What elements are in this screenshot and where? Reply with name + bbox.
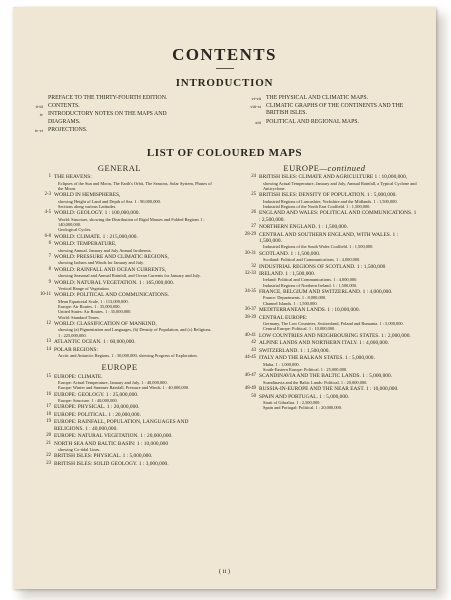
intro-text: PROJECTIONS. — [48, 126, 88, 133]
map-entry-body — [54, 404, 212, 410]
map-subtitle: Europe: Actual Temperature, January and July. 1 : 40,000,000. — [58, 379, 168, 385]
map-page-number: 25 — [251, 192, 256, 198]
map-subtitle: Scotland: Political and Communications. 1 : 4,000,000. — [263, 257, 361, 263]
intro-page-ref: ii-iii — [35, 104, 43, 110]
map-page-number: 23 — [46, 460, 51, 466]
map-entry — [27, 461, 212, 467]
map-page-number: 19 — [46, 419, 51, 425]
map-subtitle: Ireland: Political and Communications. 1 : 4,000,000. — [263, 277, 358, 283]
map-title: RUSSIA-IN-EUROPE AND THE NEAR EAST. 1 : 10,000,000. — [259, 386, 399, 393]
introduction-right-column — [243, 95, 418, 127]
map-page-number: 38-39 — [244, 314, 256, 320]
map-entry — [232, 394, 417, 411]
map-entry — [27, 292, 212, 319]
map-entry — [232, 192, 417, 209]
map-entry — [27, 441, 212, 453]
map-subtitle: Malta. 1 : 1,000,000. — [263, 361, 300, 367]
map-entry — [232, 289, 417, 306]
map-title: WORLD: PRESSURE AND CLIMATIC REGIONS, — [54, 254, 169, 261]
map-entry-body — [54, 374, 212, 391]
map-entry — [232, 355, 417, 372]
intro-page-ref: viii-xi — [250, 104, 261, 110]
map-entry — [27, 234, 212, 240]
map-title: EUROPE: RAINFALL, POPULATION, LANGUAGES AND RELIGIONS. 1 : 40,000,000. — [54, 419, 189, 432]
map-entry — [232, 340, 417, 346]
intro-page-ref: iv-vi — [34, 127, 43, 133]
map-title: NORTH SEA AND BALTIC BASIN: 1 : 10,000,000 — [54, 440, 169, 447]
map-title: ITALY AND THE BALKAN STATES. 1 : 5,000,000. — [259, 355, 375, 362]
map-entry — [27, 241, 212, 253]
map-entry-body — [54, 419, 212, 432]
map-entry — [27, 210, 212, 232]
map-entry-body — [259, 224, 417, 230]
map-entry-body — [259, 340, 417, 346]
map-entry-body — [54, 280, 212, 292]
map-page-number: 9 — [48, 279, 51, 285]
map-entry — [232, 271, 417, 288]
map-title: CENTRAL AND SOUTHERN ENGLAND, WITH WALES. 1 : 1,500,000. — [259, 231, 398, 245]
map-subtitle: showing Seasonal and Annual Rainfall, and Ocean Currents for January and July. — [58, 273, 201, 279]
general-heading: GENERAL — [97, 163, 142, 173]
map-page-number: 21 — [46, 440, 51, 446]
map-entry-body — [259, 210, 417, 223]
map-entry — [27, 267, 212, 279]
map-entry-body — [54, 461, 212, 467]
map-subtitle: Geological Cycles. — [58, 227, 92, 233]
europe-continued-heading-text: EUROPE — [283, 163, 320, 173]
intro-page-ref — [25, 95, 48, 102]
map-subtitle: France: Departments. 1 : 8,000,000. — [263, 295, 327, 301]
map-entry — [232, 348, 417, 354]
map-entry-body — [54, 433, 212, 439]
intro-page-ref: vi-vii — [251, 96, 261, 101]
map-entry — [27, 453, 212, 459]
map-subtitle: Europe: Structure. 1 : 40,000,000. — [58, 397, 118, 403]
map-entry-body — [54, 192, 212, 209]
general-list — [27, 174, 212, 358]
intro-row — [243, 103, 418, 117]
intro-row — [243, 119, 418, 126]
map-entry-body — [54, 267, 212, 279]
map-subtitle: showing Isobars and Winds for January and July. — [58, 260, 145, 266]
map-entry — [27, 419, 212, 432]
map-title: WORLD: RAINFALL AND OCEAN CURRENTS, — [54, 266, 167, 273]
intro-text: CONTENTS. — [48, 103, 80, 110]
map-page-number: 2-3 — [44, 192, 51, 198]
map-subtitle: showing (a) Pigmentation and Languages, (b) Density of Population, and (c) Religions. 1 : 225,000,000. — [58, 327, 212, 338]
intro-row — [25, 103, 200, 110]
intro-row — [25, 95, 200, 102]
map-entry-body — [259, 192, 417, 209]
map-entry — [232, 264, 417, 270]
map-title: FRANCE, BELGIUM AND SWITZERLAND. 1 : 4,000,000. — [259, 289, 393, 296]
europe-continued-list — [232, 174, 417, 410]
europe-list — [27, 374, 212, 468]
map-page-number: 6-8 — [44, 233, 51, 239]
map-entry-body — [54, 392, 212, 404]
map-page-number: 32-33 — [244, 271, 256, 277]
intro-row — [243, 95, 418, 102]
europe-heading: EUROPE — [101, 362, 138, 373]
introduction-left-column — [25, 95, 200, 135]
map-entry-body — [54, 254, 212, 266]
map-subtitle: Industrial Regions of Lancashire, Yorkshire and the Midlands. 1 : 1,500,000. — [263, 198, 398, 204]
intro-page-ref: iv — [39, 112, 43, 118]
map-subtitle: South-Eastern Europe: Political. 1 : 25,000,000. — [263, 366, 348, 372]
map-entry — [232, 386, 417, 392]
coloured-maps-heading: LIST OF COLOURED MAPS — [146, 147, 303, 159]
map-subtitle: Industrial Regions of the North East Coalfield. 1 : 1,500,000. — [263, 203, 371, 209]
map-entry — [27, 192, 212, 209]
map-subtitle: Germany, The Low Countries, Switzerland, Poland and Rumania. 1 : 5,000,000. — [263, 321, 404, 326]
map-title: EUROPE: POLITICAL. 1 : 20,000,000. — [54, 411, 141, 418]
map-title: POLAR REGIONS: — [54, 346, 98, 353]
map-entry — [232, 224, 417, 230]
map-page-number: 42 — [251, 340, 256, 346]
europe-continued-heading — [232, 165, 417, 171]
map-entry-body — [54, 210, 212, 232]
map-page-number: 43 — [251, 347, 256, 353]
map-title: WORLD: CLIMATE. 1 : 215,000,000. — [54, 233, 138, 240]
map-page-number: 50 — [251, 393, 256, 399]
map-entry — [27, 321, 212, 338]
map-subtitle: Scandinavia and the Baltic Lands: Political. 1 : 20,000,000. — [263, 379, 368, 385]
map-subtitle: Vertical Range of Vegetation. — [58, 285, 110, 291]
intro-row — [25, 111, 200, 125]
map-subtitle: Sections along various Latitudes. — [58, 203, 117, 209]
map-title: BRITISH ISLES: PHYSICAL. 1 : 5,000,000. — [54, 453, 153, 460]
map-page-number: 48-49 — [244, 386, 256, 392]
map-page-number: 17 — [46, 404, 51, 410]
title-rule — [216, 68, 234, 69]
map-page-number: 30-31 — [244, 250, 256, 256]
map-page-number: 7 — [48, 254, 51, 260]
map-entry-body — [259, 355, 417, 372]
map-entry — [27, 412, 212, 418]
map-subtitle: Channel Islands. 1 : 1,500,000. — [263, 300, 318, 306]
map-subtitle: Central Europe: Political. 1 : 10,000,000. — [263, 326, 336, 332]
map-title: LOW COUNTRIES AND NEIGHBOURING STATES. 1 : 2,000,000. — [259, 332, 411, 339]
map-subtitle: Strait of Gibraltar. 1 : 2,500,000. — [263, 399, 321, 405]
continued-label: —continued — [319, 163, 366, 173]
map-subtitle: Industrial Regions of the South Wales Coalfield. 1 : 1,500,000. — [263, 244, 374, 250]
map-entry-body — [54, 174, 212, 191]
map-title: BRITISH ISLES: DENSITY OF POPULATION. 1 : 5,000,000. — [259, 192, 397, 199]
map-page-number: 40-41 — [244, 332, 256, 338]
map-title: WORLD: TEMPERATURE, — [54, 241, 117, 248]
map-subtitle: World: Structure, showing the Distribution of Rigid Masses and Folded Regions 1 : 140,000,000. — [58, 216, 205, 228]
map-entry-body — [259, 348, 417, 354]
map-entry — [27, 280, 212, 292]
map-subtitle: World: Standard Times. — [58, 314, 100, 320]
map-entry-body — [259, 333, 417, 339]
map-title: EUROPE: PHYSICAL. 1 : 20,000,000. — [54, 404, 140, 411]
map-title: EUROPE: GEOLOGY. 1 : 25,000,000. — [54, 391, 139, 398]
map-title: WORLD: GEOLOGY. 1 : 100,000,000. — [54, 210, 140, 217]
map-title: INDUSTRIAL REGIONS OF SCOTLAND. 1 : 1,500,000 — [259, 263, 386, 270]
map-entry-body — [259, 174, 417, 191]
map-entry — [232, 307, 417, 313]
map-entry-body — [259, 373, 417, 385]
map-subtitle: Spain and Portugal: Political. 1 : 20,000,000. — [263, 405, 343, 411]
map-subtitle: United States: Air Routes. 1 : 35,000,000. — [58, 309, 132, 315]
map-entry-body — [259, 386, 417, 392]
map-title: ALPINE LANDS AND NORTHERN ITALY. 1 : 4,000,000. — [259, 340, 389, 347]
map-entry — [27, 339, 212, 345]
map-entry-body — [259, 251, 417, 263]
map-entry — [232, 315, 417, 332]
map-page-number: 36-37 — [244, 307, 256, 313]
map-entry — [27, 404, 212, 410]
map-title: IRELAND. 1 : 1,500,000. — [259, 271, 316, 278]
map-entry-body — [259, 394, 417, 411]
document-page — [13, 7, 436, 589]
map-page-number: 18 — [46, 411, 51, 417]
map-title: EUROPE: NATURAL VEGETATION. 1 : 20,000,000. — [54, 433, 173, 440]
map-entry-body — [259, 232, 417, 250]
map-page-number: 14 — [46, 346, 51, 352]
map-entry — [27, 174, 212, 191]
intro-text: INTRODUCTORY NOTES ON THE MAPS AND DIAGRAMS. — [48, 111, 167, 125]
map-entry — [232, 174, 417, 191]
map-subtitle: showing Co-tidal Lines. — [58, 446, 101, 452]
map-title: WORLD: CLASSIFICATION OF MANKIND, — [54, 321, 157, 328]
map-entry — [27, 374, 212, 391]
map-page-number: 13 — [46, 339, 51, 345]
intro-page-ref: xiii — [255, 119, 261, 125]
map-entry — [27, 254, 212, 266]
intro-text: CLIMATIC GRAPHS OF THE CONTINENTS AND THE BRITISH ISLES. — [266, 103, 404, 117]
intro-text: POLITICAL AND REGIONAL MAPS. — [266, 118, 359, 125]
map-title: WORLD: POLITICAL AND COMMUNICATIONS. — [54, 292, 170, 299]
map-subtitle: showing Annual, January and July Annual Isotherms. — [58, 247, 152, 253]
map-entry — [232, 251, 417, 263]
page-number: ( ii ) — [218, 568, 231, 575]
map-page-number: 8 — [48, 266, 51, 272]
map-entry-body — [259, 307, 417, 313]
map-title: MEDITERRANEAN LANDS. 1 : 10,000,000. — [259, 307, 360, 314]
map-page-number: 22 — [46, 453, 51, 459]
map-title: NORTHERN ENGLAND. 1 : 1,500,000. — [259, 224, 348, 231]
map-page-number: 44-45 — [244, 355, 256, 361]
map-page-number: 12 — [46, 321, 51, 327]
intro-row — [25, 127, 200, 134]
map-title: BRITISH ISLES: SOLID GEOLOGY. 1 : 3,000,000. — [54, 460, 169, 467]
map-page-number: 10-11 — [39, 292, 51, 298]
map-page-number: 28-29 — [244, 231, 256, 237]
map-entry-body — [54, 292, 212, 319]
map-page-number: 26 — [251, 210, 256, 216]
map-page-number: 34-35 — [244, 289, 256, 295]
map-title: WORLD IN HEMISPHERES, — [54, 192, 121, 199]
map-entry — [232, 333, 417, 339]
map-page-number: 46-47 — [244, 373, 256, 379]
map-title: WORLD: NATURAL VEGETATION. 1 : 165,000,000. — [54, 279, 175, 286]
map-subtitle: Arctic and Antarctic Regions. 1 : 30,000,000, showing Progress of Exploration. — [58, 352, 198, 358]
map-title: EUROPE: CLIMATE. — [54, 373, 103, 380]
map-page-number: 24 — [251, 174, 256, 180]
map-entry-body — [259, 271, 417, 288]
introduction-heading: INTRODUCTION — [175, 77, 274, 89]
map-entry-body — [54, 321, 212, 338]
page-title: CONTENTS — [172, 45, 277, 64]
intro-text: PREFACE TO THE THIRTY-FOURTH EDITION. — [48, 95, 168, 101]
map-page-number: 15 — [46, 373, 51, 379]
map-title: SCANDINAVIA AND THE BALTIC LANDS. 1 : 5,000,000. — [259, 373, 393, 380]
map-title: CENTRAL EUROPE: — [259, 314, 308, 321]
map-title: ENGLAND AND WALES: POLITICAL AND COMMUNICATIONS. 1 : 2,500,000. — [259, 210, 417, 223]
map-entry — [232, 210, 417, 223]
map-subtitle: Eclipses of the Sun and Moon, The Earth's Orbit, The Seasons, Solar System, Phases of the Moon. — [58, 180, 212, 191]
map-title: ATLANTIC OCEAN. 1 : 60,000,000. — [54, 339, 136, 346]
map-subtitle: Mean Equatorial Scale, 1 : 113,000,000. — [58, 298, 129, 304]
map-entry-body — [54, 339, 212, 345]
map-subtitle: showing Height of Land and Depth of Sea. 1 : 90,000,000. — [58, 198, 161, 204]
map-page-number: 6 — [48, 241, 51, 247]
map-entry-body — [54, 347, 212, 359]
map-entry — [27, 392, 212, 404]
map-entry-body — [259, 289, 417, 306]
map-title: BRITISH ISLES: CLIMATE AND AGRICULTURE 1 : 10,000,000, — [259, 174, 408, 181]
map-entry-body — [259, 264, 417, 270]
map-title: THE HEAVENS: — [54, 174, 92, 181]
map-title: SCOTLAND. 1 : 1,500,000. — [259, 250, 321, 257]
map-subtitle: showing Actual Temperature, January and July, Annual Rainfall, a Typical Cyclone and Anticyclone. — [263, 180, 417, 191]
map-subtitle: Europe: Winter and Summer Rainfall, Pressure and Winds. 1 : 40,000,000. — [58, 385, 190, 391]
map-title: SPAIN AND PORTUGAL. 1 : 5,000,000. — [259, 393, 350, 400]
map-page-number: 32 — [251, 263, 256, 269]
intro-text: THE PHYSICAL AND CLIMATIC MAPS. — [266, 95, 369, 101]
map-page-number: 4-5 — [44, 210, 51, 216]
map-entry-body — [54, 241, 212, 253]
map-entry — [232, 373, 417, 385]
map-entry — [232, 232, 417, 250]
right-map-column — [232, 165, 417, 412]
map-page-number: 27 — [251, 224, 256, 230]
map-page-number: 16 — [46, 391, 51, 397]
map-subtitle: Industrial Regions of Northern Ireland. 1 : 1,500,000. — [263, 282, 358, 288]
map-subtitle: Europe: Air Routes. 1 : 35,000,000. — [58, 304, 121, 310]
map-page-number: 1 — [48, 174, 51, 180]
map-entry-body — [54, 441, 212, 453]
left-map-column — [27, 165, 212, 468]
map-page-number: 20 — [46, 433, 51, 439]
map-entry-body — [54, 412, 212, 418]
map-title: SWITZERLAND. 1 : 1,500,000. — [259, 347, 330, 354]
map-entry-body — [259, 315, 417, 332]
map-entry-body — [54, 453, 212, 459]
map-entry — [27, 433, 212, 439]
map-entry — [27, 347, 212, 359]
map-entry-body — [54, 234, 212, 240]
